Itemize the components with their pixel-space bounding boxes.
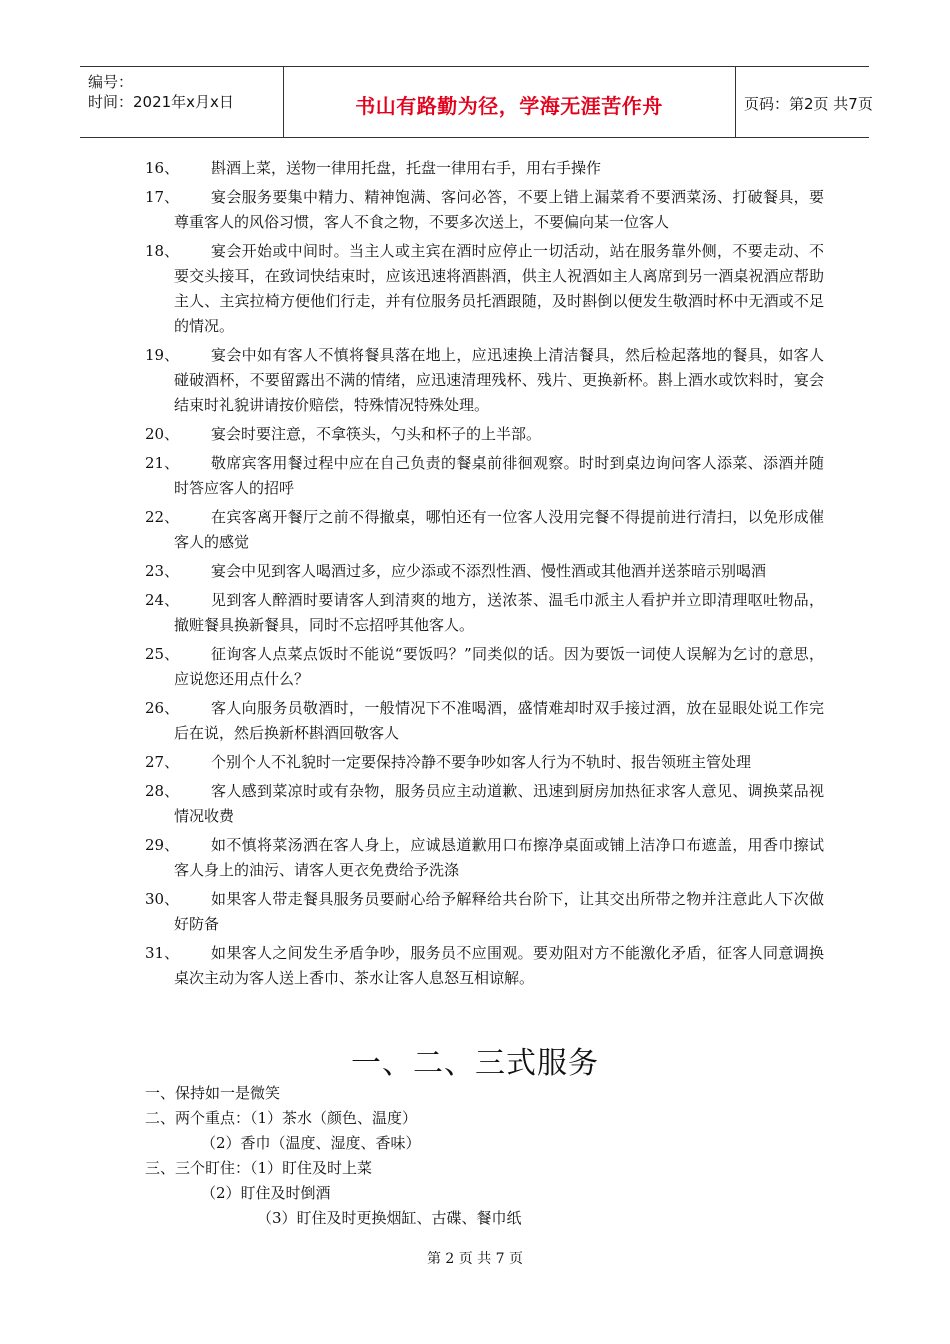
list-item [0, 750, 950, 775]
item-text: 敬席宾客用餐过程中应在自己负责的餐桌前徘徊观察。时时到桌边询问客人添菜、添酒并随时答应客人的招呼 [174, 454, 824, 497]
list-item [0, 185, 950, 235]
item-number: 30、 [145, 890, 180, 908]
list-item [0, 343, 950, 418]
header-meta-cell [80, 67, 284, 137]
list-item [0, 941, 950, 991]
list-item [0, 239, 950, 339]
section-line-6: （3）盯住及时更换烟缸、古碟、餐巾纸 [257, 1209, 522, 1227]
page-footer: 第 2 页 共 7 页 [426, 1251, 524, 1267]
item-text: 个别个人不礼貌时一定要保持冷静不要争吵如客人行为不轨时、报告领班主管处理 [211, 753, 752, 771]
item-text: 如不慎将菜汤洒在客人身上，应诚恳道歉用口布擦净桌面或铺上洁净口布遮盖，用香巾擦试客人身上的油污、请客人更衣免费给予洗涤 [174, 836, 824, 879]
header-motto: 书山有路勤为径，学海无涯苦作舟 [355, 94, 663, 118]
item-number: 21、 [145, 454, 180, 472]
list-item [0, 779, 950, 829]
header-page-info: 页码：第2页 共7页 [744, 95, 873, 113]
item-number: 19、 [145, 346, 180, 364]
item-number: 26、 [145, 699, 180, 717]
item-text: 客人感到菜凉时或有杂物，服务员应主动道歉、迅速到厨房加热征求客人意见、调换菜品视情况收费 [174, 782, 824, 825]
list-item [0, 588, 950, 638]
item-number: 24、 [145, 591, 180, 609]
list-item [0, 559, 950, 584]
section-line-2: 二、两个重点：（1）茶水（颜色、温度） [145, 1109, 418, 1127]
list-item [0, 422, 950, 447]
item-text: 宴会中见到客人喝酒过多，应少添或不添烈性酒、慢性酒或其他酒并送茶暗示别喝酒 [211, 562, 767, 580]
item-text: 如果客人之间发生矛盾争吵，服务员不应围观。要劝阻对方不能激化矛盾，征客人同意调换桌次主动为客人送上香巾、茶水让客人息怒互相谅解。 [174, 944, 824, 987]
header-page-cell [736, 67, 873, 137]
item-text: 宴会中如有客人不慎将餐具落在地上，应迅速换上清洁餐具，然后检起落地的餐具，如客人碰破酒杯，不要留露出不满的情绪，应迅速清理残杯、残片、更换新杯。斟上酒水或饮料时，宴会结束时礼貌讲请按价赔偿，特殊情况特殊处理。 [174, 346, 824, 414]
item-text: 宴会时要注意，不拿筷头，勺头和杯子的上半部。 [211, 425, 542, 443]
item-number: 25、 [145, 645, 180, 663]
item-text: 如果客人带走餐具服务员要耐心给予解释给共台阶下，让其交出所带之物并注意此人下次做好防备 [174, 890, 824, 933]
item-number: 22、 [145, 508, 180, 526]
item-number: 23、 [145, 562, 180, 580]
numbered-list [0, 156, 950, 995]
list-item [0, 505, 950, 555]
list-item [0, 156, 950, 181]
document-date-label: 时间：2021年x月x日 [88, 93, 234, 111]
item-number: 28、 [145, 782, 180, 800]
section-line-3: （2）香巾（温度、湿度、香味） [201, 1134, 421, 1152]
item-text: 客人向服务员敬酒时，一般情况下不准喝酒，盛情难却时双手接过酒，放在显眼处说工作完后在说，然后换新杯斟酒回敬客人 [174, 699, 824, 742]
list-item [0, 451, 950, 501]
item-number: 20、 [145, 425, 180, 443]
section-line-5: （2）盯住及时倒酒 [201, 1184, 331, 1202]
item-text: 宴会开始或中间时。当主人或主宾在酒时应停止一切活动，站在服务靠外侧，不要走动、不要交头接耳，在致词快结束时，应该迅速将酒斟酒，供主人祝酒如主人离席到另一酒桌祝酒应帮助主人、主宾拉椅方便他们行走，并有位服务员托酒跟随，及时斟倒以便发生敬酒时杯中无酒或不足的情况。 [174, 242, 824, 335]
list-item [0, 833, 950, 883]
item-text: 见到客人醉酒时要请客人到清爽的地方，送浓茶、温毛巾派主人看护并立即清理呕吐物品，撤赃餐具换新餐具，同时不忘招呼其他客人。 [174, 591, 824, 634]
item-number: 27、 [145, 753, 180, 771]
item-number: 16、 [145, 159, 180, 177]
list-item [0, 696, 950, 746]
section-title: 一、二、三式服务 [351, 1046, 599, 1081]
document-number-label: 编号： [88, 73, 134, 91]
item-text: 宴会服务要集中精力、精神饱满、客问必答，不要上错上漏菜肴不要洒菜汤、打破餐具，要尊重客人的风俗习惯，客人不食之物，不要多次送上，不要偏向某一位客人 [174, 188, 824, 231]
item-text: 斟酒上菜，送物一律用托盘，托盘一律用右手，用右手操作 [211, 159, 602, 177]
section-line-1: 一、保持如一是微笑 [145, 1084, 281, 1102]
page-header [80, 66, 873, 138]
item-number: 31、 [145, 944, 180, 962]
item-text: 在宾客离开餐厅之前不得撤桌，哪怕还有一位客人没用完餐不得提前进行清扫，以免形成催客人的感觉 [174, 508, 824, 551]
item-number: 29、 [145, 836, 180, 854]
header-motto-cell [283, 67, 736, 137]
item-number: 18、 [145, 242, 180, 260]
list-item [0, 642, 950, 692]
item-number: 17、 [145, 188, 180, 206]
section-line-4: 三、三个盯住：（1）盯住及时上菜 [145, 1159, 373, 1177]
list-item [0, 887, 950, 937]
item-text: 征询客人点菜点饭时不能说“要饭吗？”同类似的话。因为要饭一词使人误解为乞讨的意思，应说您还用点什么？ [174, 645, 824, 688]
